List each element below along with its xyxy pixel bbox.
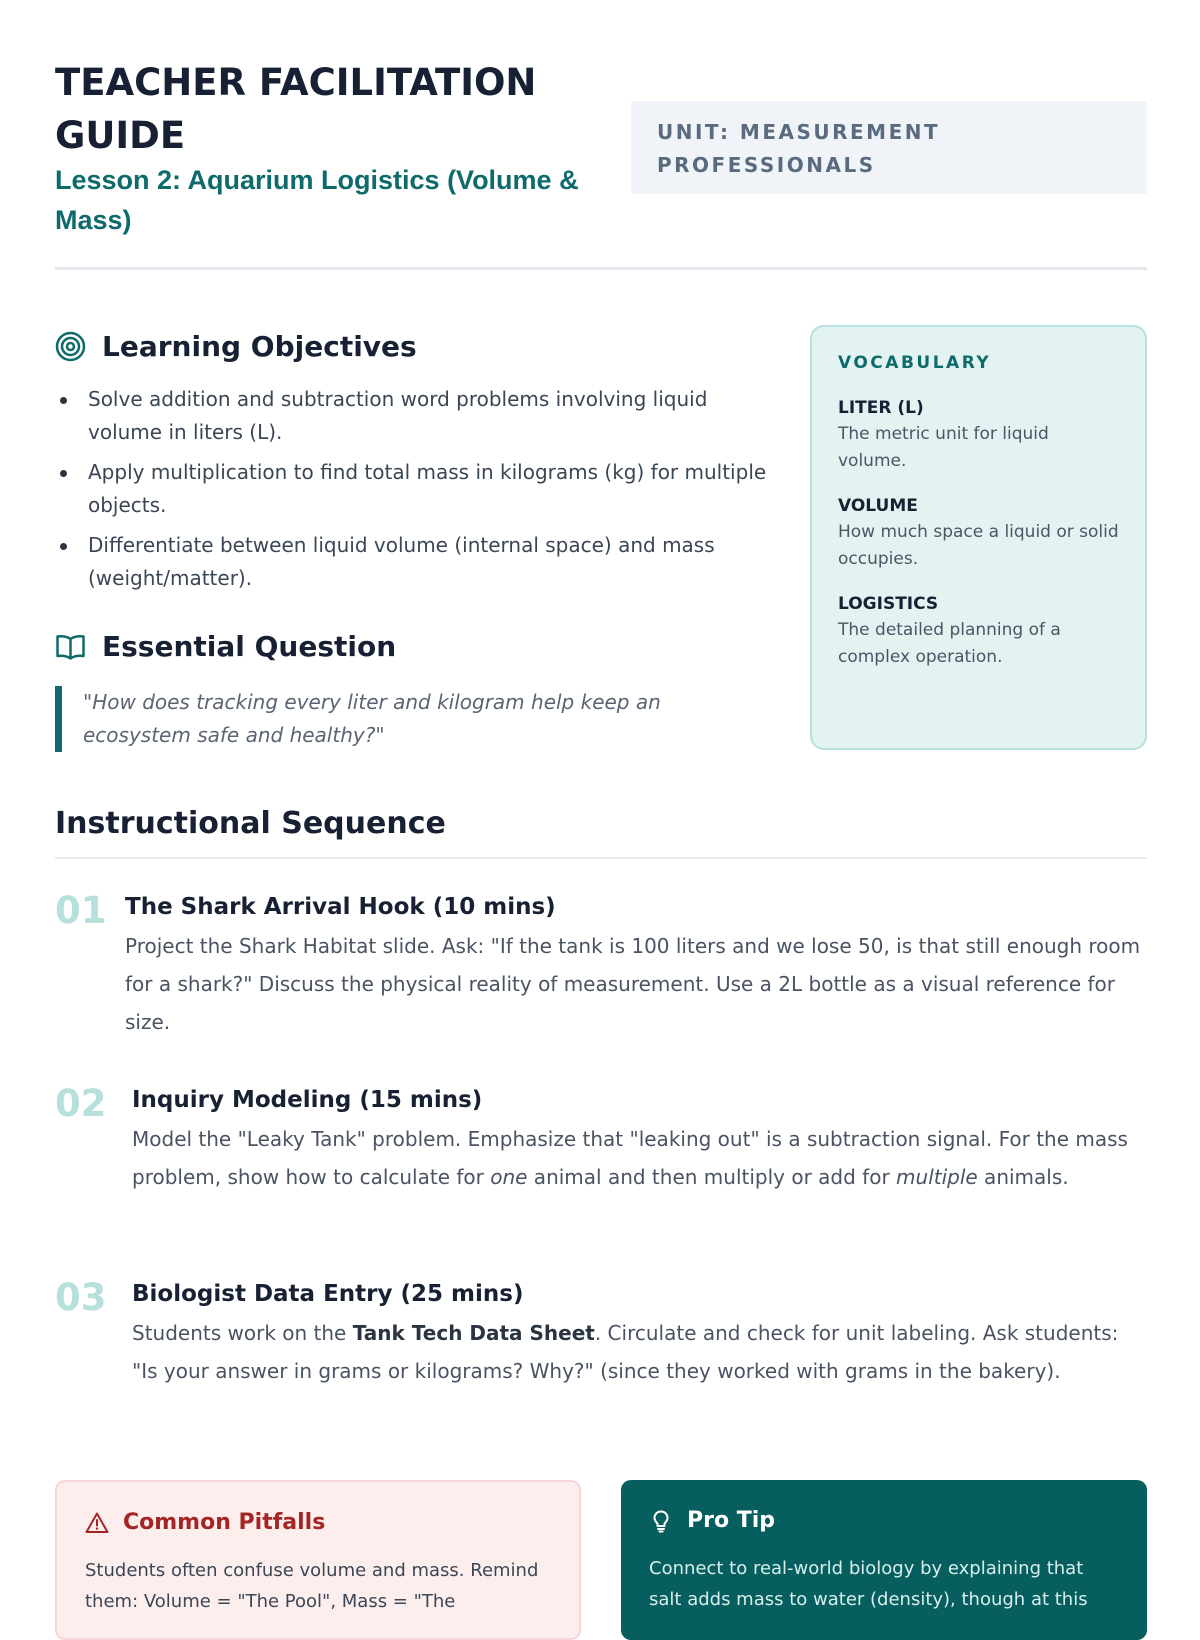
vocabulary-item: [838, 591, 1119, 671]
step-text-part: animal and then multiply or add for: [527, 1165, 897, 1189]
essential-question-quote: "How does tracking every liter and kilogram help keep an ecosystem safe and healthy?": [55, 686, 770, 752]
page-title: TEACHER FACILITATION GUIDE: [55, 61, 537, 157]
target-icon: [55, 331, 86, 362]
pitfalls-heading-text: Common Pitfalls: [123, 1510, 326, 1535]
divider: [55, 857, 1147, 859]
step-text: [132, 1120, 1147, 1196]
unit-badge-line: PROFESSIONALS: [657, 153, 876, 177]
guide-page: [55, 0, 1147, 1612]
step-text-part: Model the "Leaky Tank" problem. Emphasize that "leaking out" is a subtraction signal. For the mass problem, show how to calculate for: [132, 1127, 1128, 1189]
step-body: [125, 889, 1147, 1041]
pro-tip-card: [621, 1480, 1147, 1640]
vocabulary-term: LITER (L): [838, 398, 924, 418]
step-text: Project the Shark Habitat slide. Ask: "If the tank is 100 liters and we lose 50, is that still enough room for a shark?" Discuss the physical reality of measurement. Use a 2L bottle as a visual reference for size.: [125, 934, 1141, 1034]
essential-question-heading-text: Essential Question: [102, 630, 397, 663]
step-number: 03: [55, 1276, 107, 1319]
common-pitfalls-card: [55, 1480, 581, 1640]
open-book-icon: [55, 631, 86, 662]
step-text-part: animals.: [977, 1165, 1069, 1189]
list-item: Solve addition and subtraction word problems involving liquid volume in liters (L).: [55, 383, 770, 449]
objectives-heading: [55, 330, 417, 363]
unit-badge: [631, 101, 1147, 194]
page-header: [55, 0, 1147, 270]
lightbulb-icon: [649, 1509, 673, 1533]
step-heading: The Shark Arrival Hook (10 mins): [125, 894, 556, 920]
step-text-part: . Circulate and check for unit labeling. Ask students: "Is your answer in grams or kilograms? Why?" (since they worked with grams in the bakery).: [132, 1321, 1119, 1383]
step-text-part: Students work on the: [132, 1321, 353, 1345]
pitfalls-text: Students often confuse volume and mass. Remind them: Volume = "The Pool", Mass = "The: [85, 1560, 539, 1612]
step-text-bold: Tank Tech Data Sheet: [352, 1321, 595, 1345]
essential-question-heading: [55, 630, 396, 663]
vocabulary-term: VOLUME: [838, 496, 918, 516]
sequence-title: Instructional Sequence: [55, 806, 446, 841]
vocabulary-definition: The metric unit for liquid volume.: [838, 424, 1049, 471]
step-number: 02: [55, 1082, 107, 1125]
vocabulary-card: [810, 325, 1147, 750]
list-item: Apply multiplication to find total mass in kilograms (kg) for multiple objects.: [55, 456, 770, 522]
objectives-list: [55, 383, 770, 602]
vocabulary-definition: The detailed planning of a complex operation.: [838, 620, 1061, 667]
objectives-heading-text: Learning Objectives: [102, 330, 417, 363]
vocabulary-term: LOGISTICS: [838, 594, 939, 614]
pro-tip-text: Connect to real-world biology by explaining that salt adds mass to water (density), though at this: [649, 1558, 1088, 1610]
pro-tip-heading: [649, 1508, 1119, 1533]
step-body: [132, 1276, 1147, 1390]
warning-triangle-icon: [85, 1511, 109, 1535]
step-heading: Inquiry Modeling (15 mins): [132, 1087, 483, 1113]
step-text-emphasis: multiple: [896, 1165, 978, 1189]
pro-tip-heading-text: Pro Tip: [687, 1508, 776, 1533]
lesson-subtitle: Lesson 2: Aquarium Logistics (Volume & Mass): [55, 165, 579, 235]
step-heading: Biologist Data Entry (25 mins): [132, 1281, 524, 1307]
pitfalls-heading: [85, 1510, 551, 1535]
step-number: 01: [55, 889, 107, 932]
vocabulary-definition: How much space a liquid or solid occupies.: [838, 522, 1119, 569]
vocabulary-title: VOCABULARY: [838, 353, 992, 373]
unit-badge-line: UNIT: MEASUREMENT: [657, 120, 941, 144]
vocabulary-item: [838, 395, 1119, 475]
step-text-emphasis: one: [490, 1165, 528, 1189]
step-text: [132, 1314, 1147, 1390]
vocabulary-item: [838, 493, 1119, 573]
list-item: Differentiate between liquid volume (internal space) and mass (weight/matter).: [55, 529, 770, 595]
step-body: [132, 1082, 1147, 1196]
